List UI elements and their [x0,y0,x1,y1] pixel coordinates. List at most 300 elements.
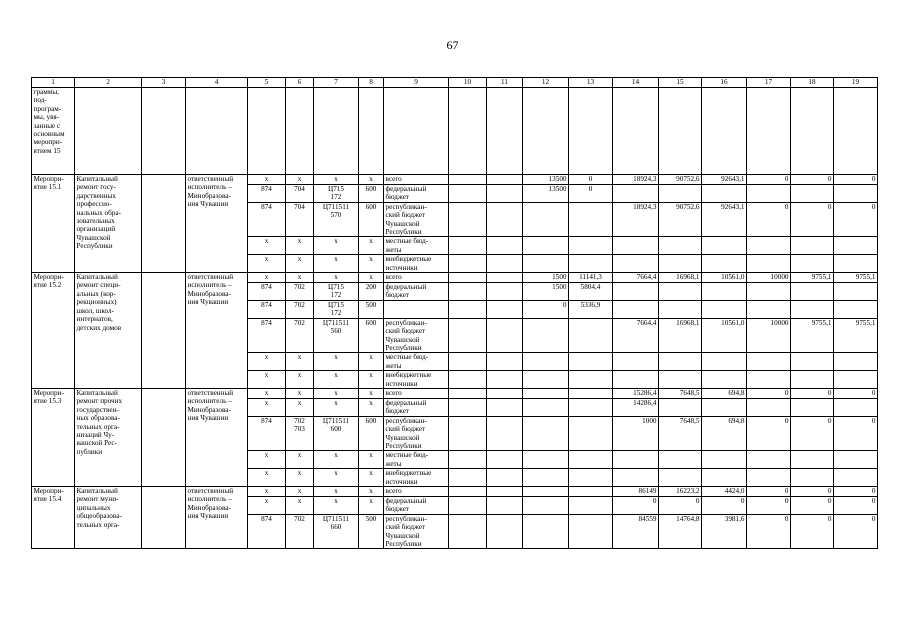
value-cell [523,202,569,237]
value-cell [613,353,659,371]
value-cell [747,451,791,469]
value-cell: 7648,5 [659,416,702,451]
value-cell [449,416,487,451]
value-cell [702,185,747,203]
source-cell: местные бюд- жеты [384,451,449,469]
value-cell [487,398,523,416]
value-cell: 18924,3 [613,175,659,185]
value-cell [449,497,487,515]
value-cell [613,300,659,318]
event-name-cell: Капитальный ремонт госу- дарственных профессио- нальных обра- зовательных организаций Чувашской Республики [75,175,142,273]
vr-cell: x [359,255,384,273]
value-cell [523,514,569,549]
empty-cell [142,487,186,549]
event-name-cell: Капитальный ремонт муни- ципальных общеобразова- тельных орга- [75,487,142,549]
value-cell [449,451,487,469]
value-cell [613,283,659,301]
rzpr-cell: x [286,371,314,389]
value-cell [523,388,569,398]
value-cell [702,237,747,255]
value-cell: 0 [523,300,569,318]
value-cell: 15286,4 [613,388,659,398]
value-cell: 5336,9 [569,300,613,318]
grbs-cell: x [248,255,286,273]
table-row [32,273,878,283]
value-cell [569,469,613,487]
vr-cell: x [359,398,384,416]
value-cell: 4424,0 [702,487,747,497]
value-cell [449,353,487,371]
column-number-19: 19 [834,78,878,88]
value-cell [523,416,569,451]
csr-cell: Ц711511 660 [314,514,359,549]
table-row [32,175,878,185]
value-cell [449,398,487,416]
column-number-18: 18 [791,78,834,88]
csr-cell: x [314,175,359,185]
source-cell: всего [384,487,449,497]
csr-cell: Ц715 172 [314,300,359,318]
value-cell [659,353,702,371]
value-cell: 0 [569,185,613,203]
value-cell [569,388,613,398]
value-cell [487,185,523,203]
value-cell [569,255,613,273]
value-cell: 0 [659,497,702,515]
value-cell: 92643,1 [702,175,747,185]
value-cell [791,237,834,255]
value-cell: 0 [747,388,791,398]
value-cell [523,318,569,353]
value-cell [834,300,878,318]
value-cell [449,300,487,318]
csr-cell: x [314,497,359,515]
value-cell: 0 [791,175,834,185]
csr-cell: x [314,353,359,371]
value-cell [487,388,523,398]
rzpr-cell: x [286,469,314,487]
page-number: 67 [446,38,459,52]
value-cell: 0 [791,487,834,497]
value-cell [659,451,702,469]
value-cell [487,371,523,389]
value-cell: 13500 [523,185,569,203]
intro-cell: граммы, под- програм- мы, увя- занные с основным меропри- ятием 15 [32,88,75,175]
value-cell [487,416,523,451]
source-cell: местные бюд- жеты [384,237,449,255]
value-cell [569,416,613,451]
value-cell [523,353,569,371]
value-cell [523,255,569,273]
value-cell: 0 [834,514,878,549]
value-cell [659,371,702,389]
value-cell [702,469,747,487]
value-cell: 1500 [523,273,569,283]
value-cell [449,202,487,237]
column-number-10: 10 [449,78,487,88]
grbs-cell: x [248,487,286,497]
value-cell: 7664,4 [613,318,659,353]
value-cell: 9755,1 [834,318,878,353]
value-cell: 11141,3 [569,273,613,283]
value-cell [569,398,613,416]
value-cell [449,514,487,549]
vr-cell: x [359,273,384,283]
value-cell [449,371,487,389]
value-cell [487,283,523,301]
value-cell: 0 [834,388,878,398]
value-cell [487,451,523,469]
rzpr-cell: x [286,398,314,416]
value-cell: 0 [791,514,834,549]
value-cell [449,283,487,301]
column-number-6: 6 [286,78,314,88]
executor-cell: ответственный исполнитель – Минобразова- ния Чувашии [186,175,248,273]
value-cell: 9755,1 [791,273,834,283]
grbs-cell: x [248,497,286,515]
source-cell: всего [384,388,449,398]
value-cell: 0 [747,175,791,185]
value-cell: 16223,2 [659,487,702,497]
column-number-11: 11 [487,78,523,88]
value-cell [659,469,702,487]
value-cell: 10000 [747,273,791,283]
value-cell [487,202,523,237]
value-cell [702,451,747,469]
budget-table [31,77,878,549]
value-cell: 90752,6 [659,175,702,185]
value-cell: 0 [747,497,791,515]
value-cell [523,237,569,255]
value-cell: 16968,1 [659,318,702,353]
source-cell: всего [384,273,449,283]
rzpr-cell: 702 [286,318,314,353]
value-cell: 0 [791,388,834,398]
value-cell: 3981,6 [702,514,747,549]
vr-cell: 600 [359,416,384,451]
value-cell [747,371,791,389]
vr-cell: 500 [359,514,384,549]
event-name-cell: Капитальный ремонт специ- альных (кор- рекционных) школ, школ- интернатов, детских домов [75,273,142,389]
empty-cell [142,273,186,389]
value-cell [487,318,523,353]
column-number-4: 4 [186,78,248,88]
grbs-cell: x [248,273,286,283]
source-cell: федеральный бюджет [384,283,449,301]
value-cell: 86149 [613,487,659,497]
value-cell [569,487,613,497]
rzpr-cell: 704 [286,202,314,237]
column-number-14: 14 [613,78,659,88]
value-cell: 0 [834,202,878,237]
executor-cell: ответственный исполнитель – Минобразова- ния Чувашии [186,273,248,389]
value-cell [523,469,569,487]
value-cell [449,273,487,283]
value-cell [791,185,834,203]
empty-cell [142,388,186,486]
rzpr-cell: 702 [286,514,314,549]
intro-row [32,88,878,175]
value-cell: 9755,1 [834,273,878,283]
source-cell: внебюджетные источники [384,255,449,273]
value-cell [791,300,834,318]
value-cell: 0 [747,514,791,549]
rzpr-cell: 702 [286,283,314,301]
value-cell [449,175,487,185]
value-cell [659,237,702,255]
column-number-8: 8 [359,78,384,88]
value-cell: 0 [834,497,878,515]
rzpr-cell: x [286,255,314,273]
column-number-12: 12 [523,78,569,88]
grbs-cell: 874 [248,202,286,237]
value-cell [659,255,702,273]
value-cell [834,469,878,487]
value-cell [659,185,702,203]
rzpr-cell: x [286,487,314,497]
value-cell [449,469,487,487]
value-cell [613,451,659,469]
column-number-7: 7 [314,78,359,88]
source-cell [384,300,449,318]
value-cell [487,255,523,273]
value-cell [834,353,878,371]
value-cell [702,283,747,301]
event-code-cell: Меропри- ятие 15.1 [32,175,75,273]
csr-cell: Ц711511 560 [314,318,359,353]
value-cell: 18924,3 [613,202,659,237]
grbs-cell: 874 [248,283,286,301]
value-cell [487,469,523,487]
vr-cell: x [359,237,384,255]
vr-cell: x [359,469,384,487]
rzpr-cell: 702 [286,300,314,318]
vr-cell: x [359,451,384,469]
value-cell [487,497,523,515]
rzpr-cell: x [286,388,314,398]
value-cell: 0 [747,487,791,497]
vr-cell: 600 [359,202,384,237]
value-cell: 10561,0 [702,273,747,283]
value-cell: 90752,6 [659,202,702,237]
value-cell: 7648,5 [659,388,702,398]
value-cell [523,371,569,389]
grbs-cell: x [248,398,286,416]
value-cell: 0 [569,175,613,185]
value-cell: 9755,1 [791,318,834,353]
column-number-15: 15 [659,78,702,88]
value-cell [569,451,613,469]
value-cell: 92643,1 [702,202,747,237]
value-cell [613,371,659,389]
value-cell [569,353,613,371]
source-cell: внебюджетные источники [384,469,449,487]
value-cell [791,283,834,301]
column-number-17: 17 [747,78,791,88]
value-cell [702,398,747,416]
grbs-cell: 874 [248,185,286,203]
column-number-16: 16 [702,78,747,88]
value-cell [791,371,834,389]
value-cell: 0 [613,497,659,515]
value-cell [487,273,523,283]
value-cell: 10561,0 [702,318,747,353]
value-cell [834,371,878,389]
value-cell [659,300,702,318]
value-cell [791,255,834,273]
source-cell: внебюджетные источники [384,371,449,389]
value-cell [569,237,613,255]
rzpr-cell: x [286,497,314,515]
value-cell: 0 [834,175,878,185]
value-cell [569,497,613,515]
value-cell [487,300,523,318]
value-cell [791,353,834,371]
source-cell: местные бюд- жеты [384,353,449,371]
column-number-13: 13 [569,78,613,88]
csr-cell: x [314,255,359,273]
grbs-cell: 874 [248,514,286,549]
value-cell [834,237,878,255]
event-code-cell: Меропри- ятие 15.4 [32,487,75,549]
column-number-3: 3 [142,78,186,88]
value-cell: 0 [791,202,834,237]
value-cell [834,451,878,469]
value-cell [747,353,791,371]
value-cell [702,255,747,273]
value-cell: 13500 [523,175,569,185]
rzpr-cell: 702 703 [286,416,314,451]
value-cell [791,398,834,416]
csr-cell: Ц711511 600 [314,416,359,451]
table-body [32,78,878,549]
grbs-cell: 874 [248,318,286,353]
value-cell [569,202,613,237]
vr-cell: x [359,175,384,185]
source-cell: республикан- ский бюджет Чувашской Республики [384,514,449,549]
csr-cell: x [314,451,359,469]
vr-cell: 600 [359,318,384,353]
source-cell: федеральный бюджет [384,497,449,515]
value-cell [613,185,659,203]
value-cell [747,469,791,487]
value-cell: 0 [834,416,878,451]
column-number-9: 9 [384,78,449,88]
value-cell [702,353,747,371]
grbs-cell: 874 [248,416,286,451]
vr-cell: 500 [359,300,384,318]
value-cell [613,237,659,255]
value-cell: 0 [791,497,834,515]
value-cell [487,175,523,185]
event-code-cell: Меропри- ятие 15.2 [32,273,75,389]
grbs-cell: 874 [248,300,286,318]
column-number-row [32,78,878,88]
value-cell: 0 [747,202,791,237]
vr-cell: x [359,371,384,389]
value-cell [613,469,659,487]
value-cell [747,300,791,318]
value-cell [791,469,834,487]
csr-cell: x [314,273,359,283]
value-cell [523,398,569,416]
csr-cell: x [314,237,359,255]
value-cell [747,283,791,301]
column-number-1: 1 [32,78,75,88]
value-cell [569,371,613,389]
value-cell [834,255,878,273]
executor-cell: ответственный исполнитель – Минобразова- ния Чувашии [186,388,248,486]
column-number-5: 5 [248,78,286,88]
rzpr-cell: x [286,273,314,283]
value-cell [523,451,569,469]
value-cell [487,237,523,255]
value-cell: 5804,4 [569,283,613,301]
value-cell [487,353,523,371]
value-cell [523,497,569,515]
value-cell [449,185,487,203]
csr-cell: x [314,487,359,497]
vr-cell: x [359,487,384,497]
event-name-cell: Капитальный ремонт прочих государствен- ных образова- тельных орга- низаций Чу- вашской Рес- публики [75,388,142,486]
value-cell [569,318,613,353]
value-cell [791,451,834,469]
value-cell [747,185,791,203]
value-cell [449,318,487,353]
value-cell: 694,8 [702,388,747,398]
value-cell: 7664,4 [613,273,659,283]
source-cell: республикан- ский бюджет Чувашской Республики [384,202,449,237]
vr-cell: x [359,353,384,371]
value-cell [449,255,487,273]
value-cell [449,487,487,497]
value-cell [523,487,569,497]
value-cell [747,398,791,416]
value-cell [449,388,487,398]
csr-cell: x [314,388,359,398]
grbs-cell: x [248,237,286,255]
grbs-cell: x [248,388,286,398]
value-cell: 14764,8 [659,514,702,549]
value-cell: 14286,4 [613,398,659,416]
value-cell: 1000 [613,416,659,451]
event-code-cell: Меропри- ятие 15.3 [32,388,75,486]
source-cell: республикан- ский бюджет Чувашской Республики [384,416,449,451]
rzpr-cell: x [286,353,314,371]
table-row [32,487,878,497]
value-cell: 1500 [523,283,569,301]
value-cell: 0 [747,416,791,451]
value-cell [702,300,747,318]
grbs-cell: x [248,353,286,371]
value-cell [449,237,487,255]
vr-cell: 200 [359,283,384,301]
csr-cell: Ц715 172 [314,283,359,301]
csr-cell: Ц711511 570 [314,202,359,237]
value-cell: 84559 [613,514,659,549]
grbs-cell: x [248,451,286,469]
grbs-cell: x [248,175,286,185]
source-cell: всего [384,175,449,185]
grbs-cell: x [248,469,286,487]
source-cell: федеральный бюджет [384,398,449,416]
value-cell [747,237,791,255]
value-cell: 10000 [747,318,791,353]
empty-cell [142,175,186,273]
source-cell: федеральный бюджет [384,185,449,203]
source-cell: республикан- ский бюджет Чувашской Республики [384,318,449,353]
value-cell [659,398,702,416]
